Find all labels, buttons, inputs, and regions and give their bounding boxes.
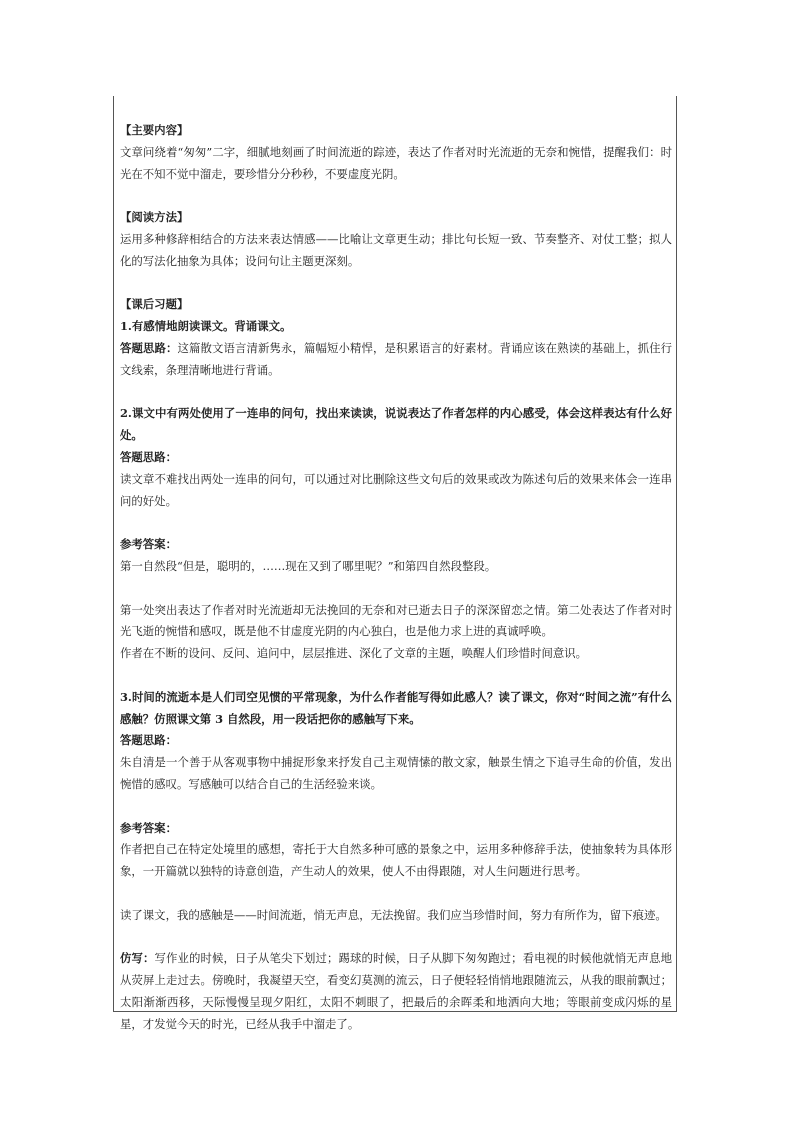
document-content: [120, 120, 672, 1035]
q2-question: 2.课文中有两处使用了一连串的问句，找出来读读，说说表达了作者怎样的内心感受，体会这样表达有什么好处。: [120, 406, 672, 443]
q2-answer-label: 参考答案：: [120, 537, 177, 552]
q2-answer-3: 作者在不断的设问、反问、追问中，层层推进、深化了文章的主题，唤醒人们珍惜时间意识。: [120, 646, 588, 661]
q3-question: 3.时间的流逝本是人们司空见惯的平常现象，为什么作者能写得如此感人？读了课文，你对“时间之流”有什么感触？仿照课文第 3 自然段，用一段话把你的感触写下来。: [120, 689, 672, 726]
q2-hint-body: 读文章不难找出两处一连串的问句，可以通过对比删除这些文句后的效果或改为陈述句后的效果来体会一连串问的好处。: [120, 471, 672, 508]
reading-method-body: 运用多种修辞相结合的方法来表达情感——比喻让文章更生动；排比句长短一致、节奏整齐、对仗工整；拟人化的写法化抽象为具体；设问句让主题更深刻。: [120, 231, 672, 268]
q3-answer-1: 作者把自己在特定处境里的感想，寄托于大自然多种可感的景象之中，运用多种修辞手法，使抽象转为具体形象，一开篇就以独特的诗意创造，产生动人的效果，使人不由得跟随，对人生问题进行思考。: [120, 842, 672, 879]
q1-question: 1.有感情地朗读课文。背诵课文。: [120, 319, 292, 334]
q3-answer-2: 读了课文，我的感触是——时间流逝，悄无声息，无法挽留。我们应当珍惜时间，努力有所作为，留下痕迹。: [120, 907, 667, 922]
q1-hint: [120, 338, 672, 382]
q3-hint-body: 朱自清是一个善于从客观事物中捕捉形象来抒发自己主观情愫的散文家，触景生情之下追寻生命的价值，发出惋惜的感叹。写感触可以结合自己的生活经验来谈。: [120, 755, 672, 791]
q3-hint-label: 答题思路：: [120, 733, 177, 748]
q3-answer-label: 参考答案：: [120, 820, 177, 835]
q2-hint-label: 答题思路：: [120, 449, 177, 464]
q3-imitation-label: 仿写：: [120, 951, 155, 966]
q2-answer-2: 第一处突出表达了作者对时光流逝却无法挽回的无奈和对已逝去日子的深深留恋之情。第二处表达了作者对时光飞逝的惋惜和感叹，既是他不甘虚度光阴的内心独白，也是他力求上进的真诚呼唤。: [120, 602, 672, 639]
q1-hint-body: 这篇散文语言清新隽永，篇幅短小精悍，是积累语言的好素材。背诵应该在熟读的基础上，抓住行文线索，条理清晰地进行背诵。: [120, 340, 672, 377]
q3-imitation: [120, 948, 672, 1035]
q2-answer-1: 第一自然段“但是，聪明的，……现在又到了哪里呢？”和第四自然段整段。: [120, 558, 497, 573]
q3-imitation-body: 写作业的时候，日子从笔尖下划过；踢球的时候，日子从脚下匆匆跑过；看电视的时候他就悄无声息地从荧屏上走过去。傍晚时，我凝望天空，看变幻莫测的流云，日子便轻轻悄悄地跟随流云，从我的眼前飘过；太阳渐渐西移，天际慢慢呈现夕阳红，太阳不刺眼了，把最后的余晖柔和地洒向大地；等眼前变成闪烁的星星，才发觉今天的时光，已经从我手中溜走了。: [120, 951, 672, 1031]
main-content-heading: 【主要内容】: [120, 123, 189, 137]
q1-hint-label: 答题思路：: [120, 340, 178, 355]
reading-method-heading: 【阅读方法】: [120, 210, 189, 225]
exercises-heading: 【课后习题】: [120, 297, 189, 312]
main-content-body: 文章问绕着“匆匆”二字，细腻地刻画了时间流逝的踪迹，表达了作者对时光流逝的无奈和惋惜，提醒我们：时光在不知不觉中溜走，要珍惜分分秒秒，不要虚度光阴。: [120, 144, 672, 181]
